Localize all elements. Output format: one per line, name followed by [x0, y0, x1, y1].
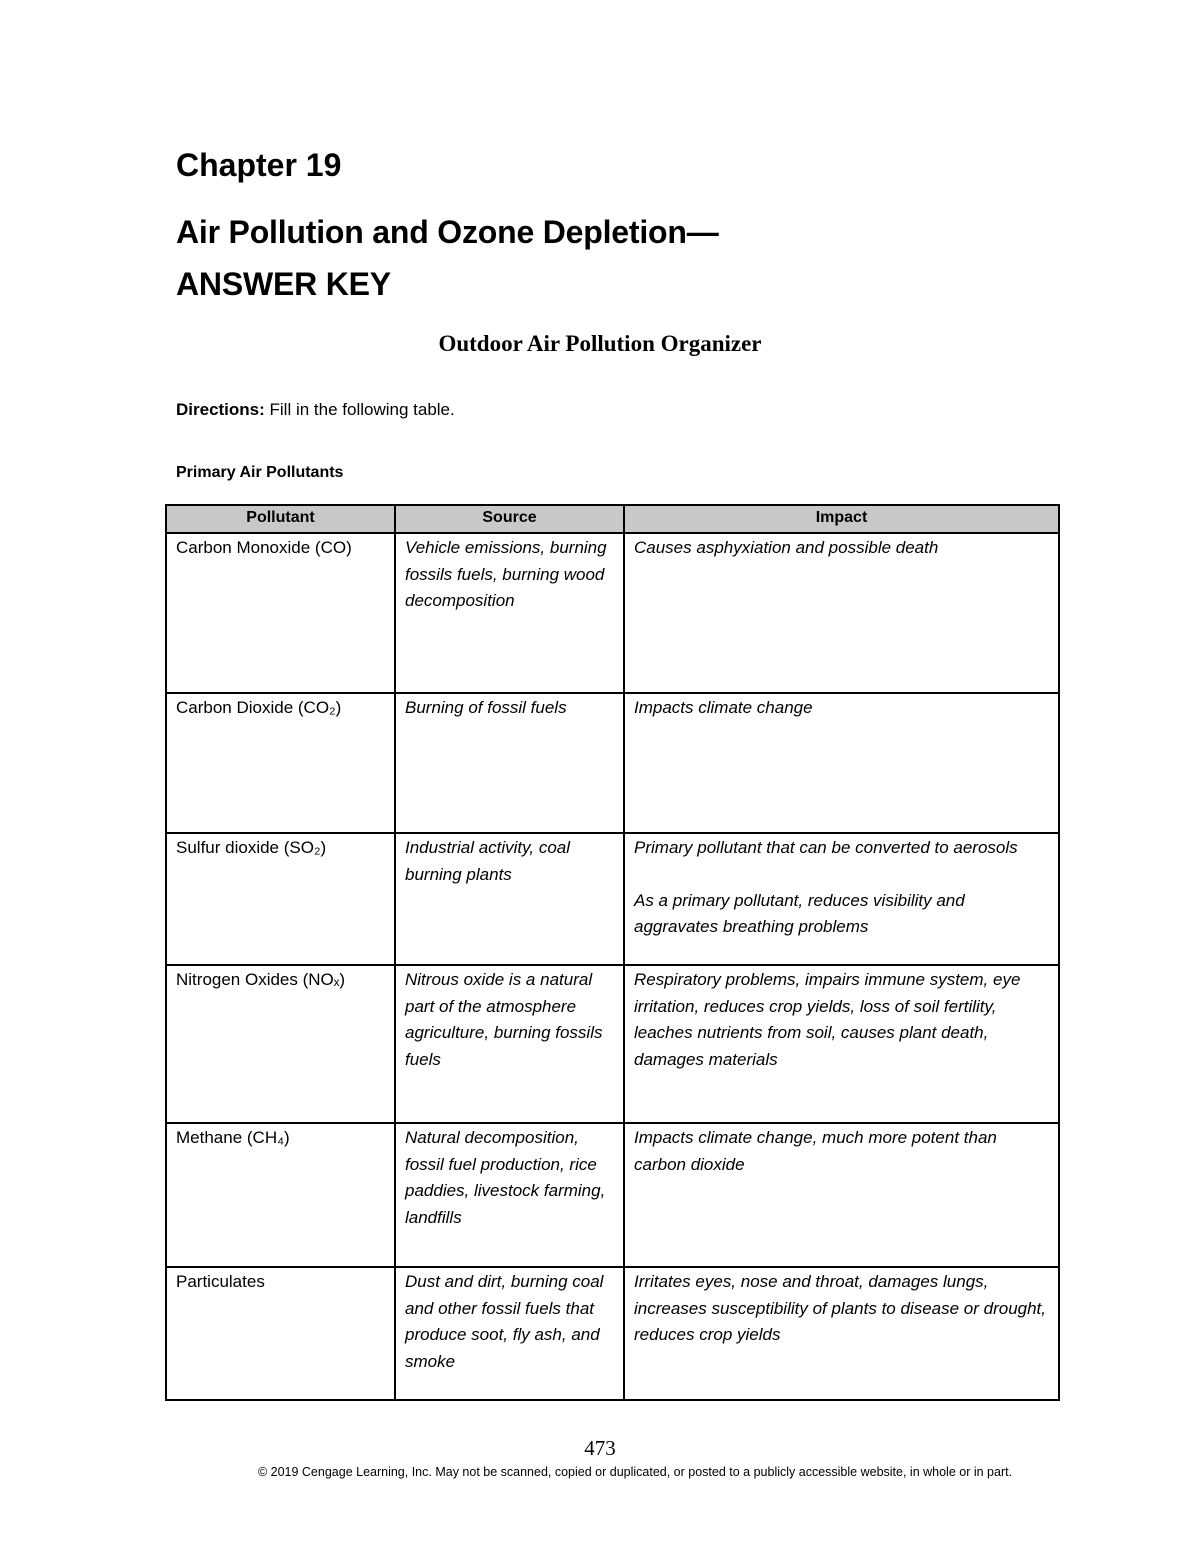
page-title [176, 213, 719, 317]
table-row [166, 1123, 1059, 1267]
title-line-1: Air Pollution and Ozone Depletion— [176, 214, 719, 250]
cell-impact [624, 1267, 1059, 1400]
cell-source: Industrial activity, coal burning plants [395, 833, 624, 965]
cell-impact [624, 1123, 1059, 1267]
cell-impact [624, 833, 1059, 965]
cell-pollutant: Sulfur dioxide (SO₂) [166, 833, 395, 965]
cell-pollutant: Carbon Dioxide (CO₂) [166, 693, 395, 833]
cell-source: Dust and dirt, burning coal and other fossil fuels that produce soot, fly ash, and smoke [395, 1267, 624, 1400]
pollutant-table [165, 504, 1060, 1401]
section-label: Primary Air Pollutants [176, 464, 344, 481]
table-row [166, 693, 1059, 833]
table-row [166, 1267, 1059, 1400]
cell-impact [624, 533, 1059, 693]
cell-pollutant: Methane (CH₄) [166, 1123, 395, 1267]
header-source: Source [395, 505, 624, 533]
chapter-heading: Chapter 19 [176, 147, 342, 183]
directions [176, 400, 455, 420]
organizer-subtitle: Outdoor Air Pollution Organizer [438, 331, 762, 356]
directions-text: Fill in the following table. [264, 400, 455, 419]
impact-text-extra: As a primary pollutant, reduces visibility and aggravates breathing problems [634, 890, 965, 936]
cell-source: Natural decomposition, fossil fuel production, rice paddies, livestock farming, landfills [395, 1123, 624, 1267]
header-impact: Impact [624, 505, 1059, 533]
cell-impact [624, 693, 1059, 833]
cell-source: Nitrous oxide is a natural part of the atmosphere agriculture, burning fossils fuels [395, 965, 624, 1123]
cell-pollutant: Carbon Monoxide (CO) [166, 533, 395, 693]
cell-source: Vehicle emissions, burning fossils fuels, burning wood decomposition [395, 533, 624, 693]
impact-text: Irritates eyes, nose and throat, damages lungs, increases susceptibility of plants to disease or drought, reduces crop yields [634, 1272, 1047, 1344]
cell-pollutant: Nitrogen Oxides (NOₓ) [166, 965, 395, 1123]
impact-text: Impacts climate change [634, 698, 813, 717]
title-line-2: ANSWER KEY [176, 266, 391, 302]
copyright-notice: © 2019 Cengage Learning, Inc. May not be scanned, copied or duplicated, or posted to a publicly accessible website, in whole or in part. [257, 1465, 1013, 1479]
page-number: 473 [584, 1436, 616, 1460]
table-header-row [166, 505, 1059, 533]
cell-source: Burning of fossil fuels [395, 693, 624, 833]
table-row [166, 533, 1059, 693]
table-row [166, 965, 1059, 1123]
impact-text: Primary pollutant that can be converted to aerosols [634, 838, 1018, 857]
impact-text: Causes asphyxiation and possible death [634, 538, 939, 557]
cell-pollutant: Particulates [166, 1267, 395, 1400]
table-row [166, 833, 1059, 965]
impact-text: Respiratory problems, impairs immune system, eye irritation, reduces crop yields, loss of soil fertility, leaches nutrients from soil, causes plant death, damages materials [634, 970, 1021, 1069]
cell-impact [624, 965, 1059, 1123]
directions-label: Directions: [176, 400, 265, 419]
impact-text: Impacts climate change, much more potent than carbon dioxide [634, 1128, 997, 1174]
header-pollutant: Pollutant [166, 505, 395, 533]
